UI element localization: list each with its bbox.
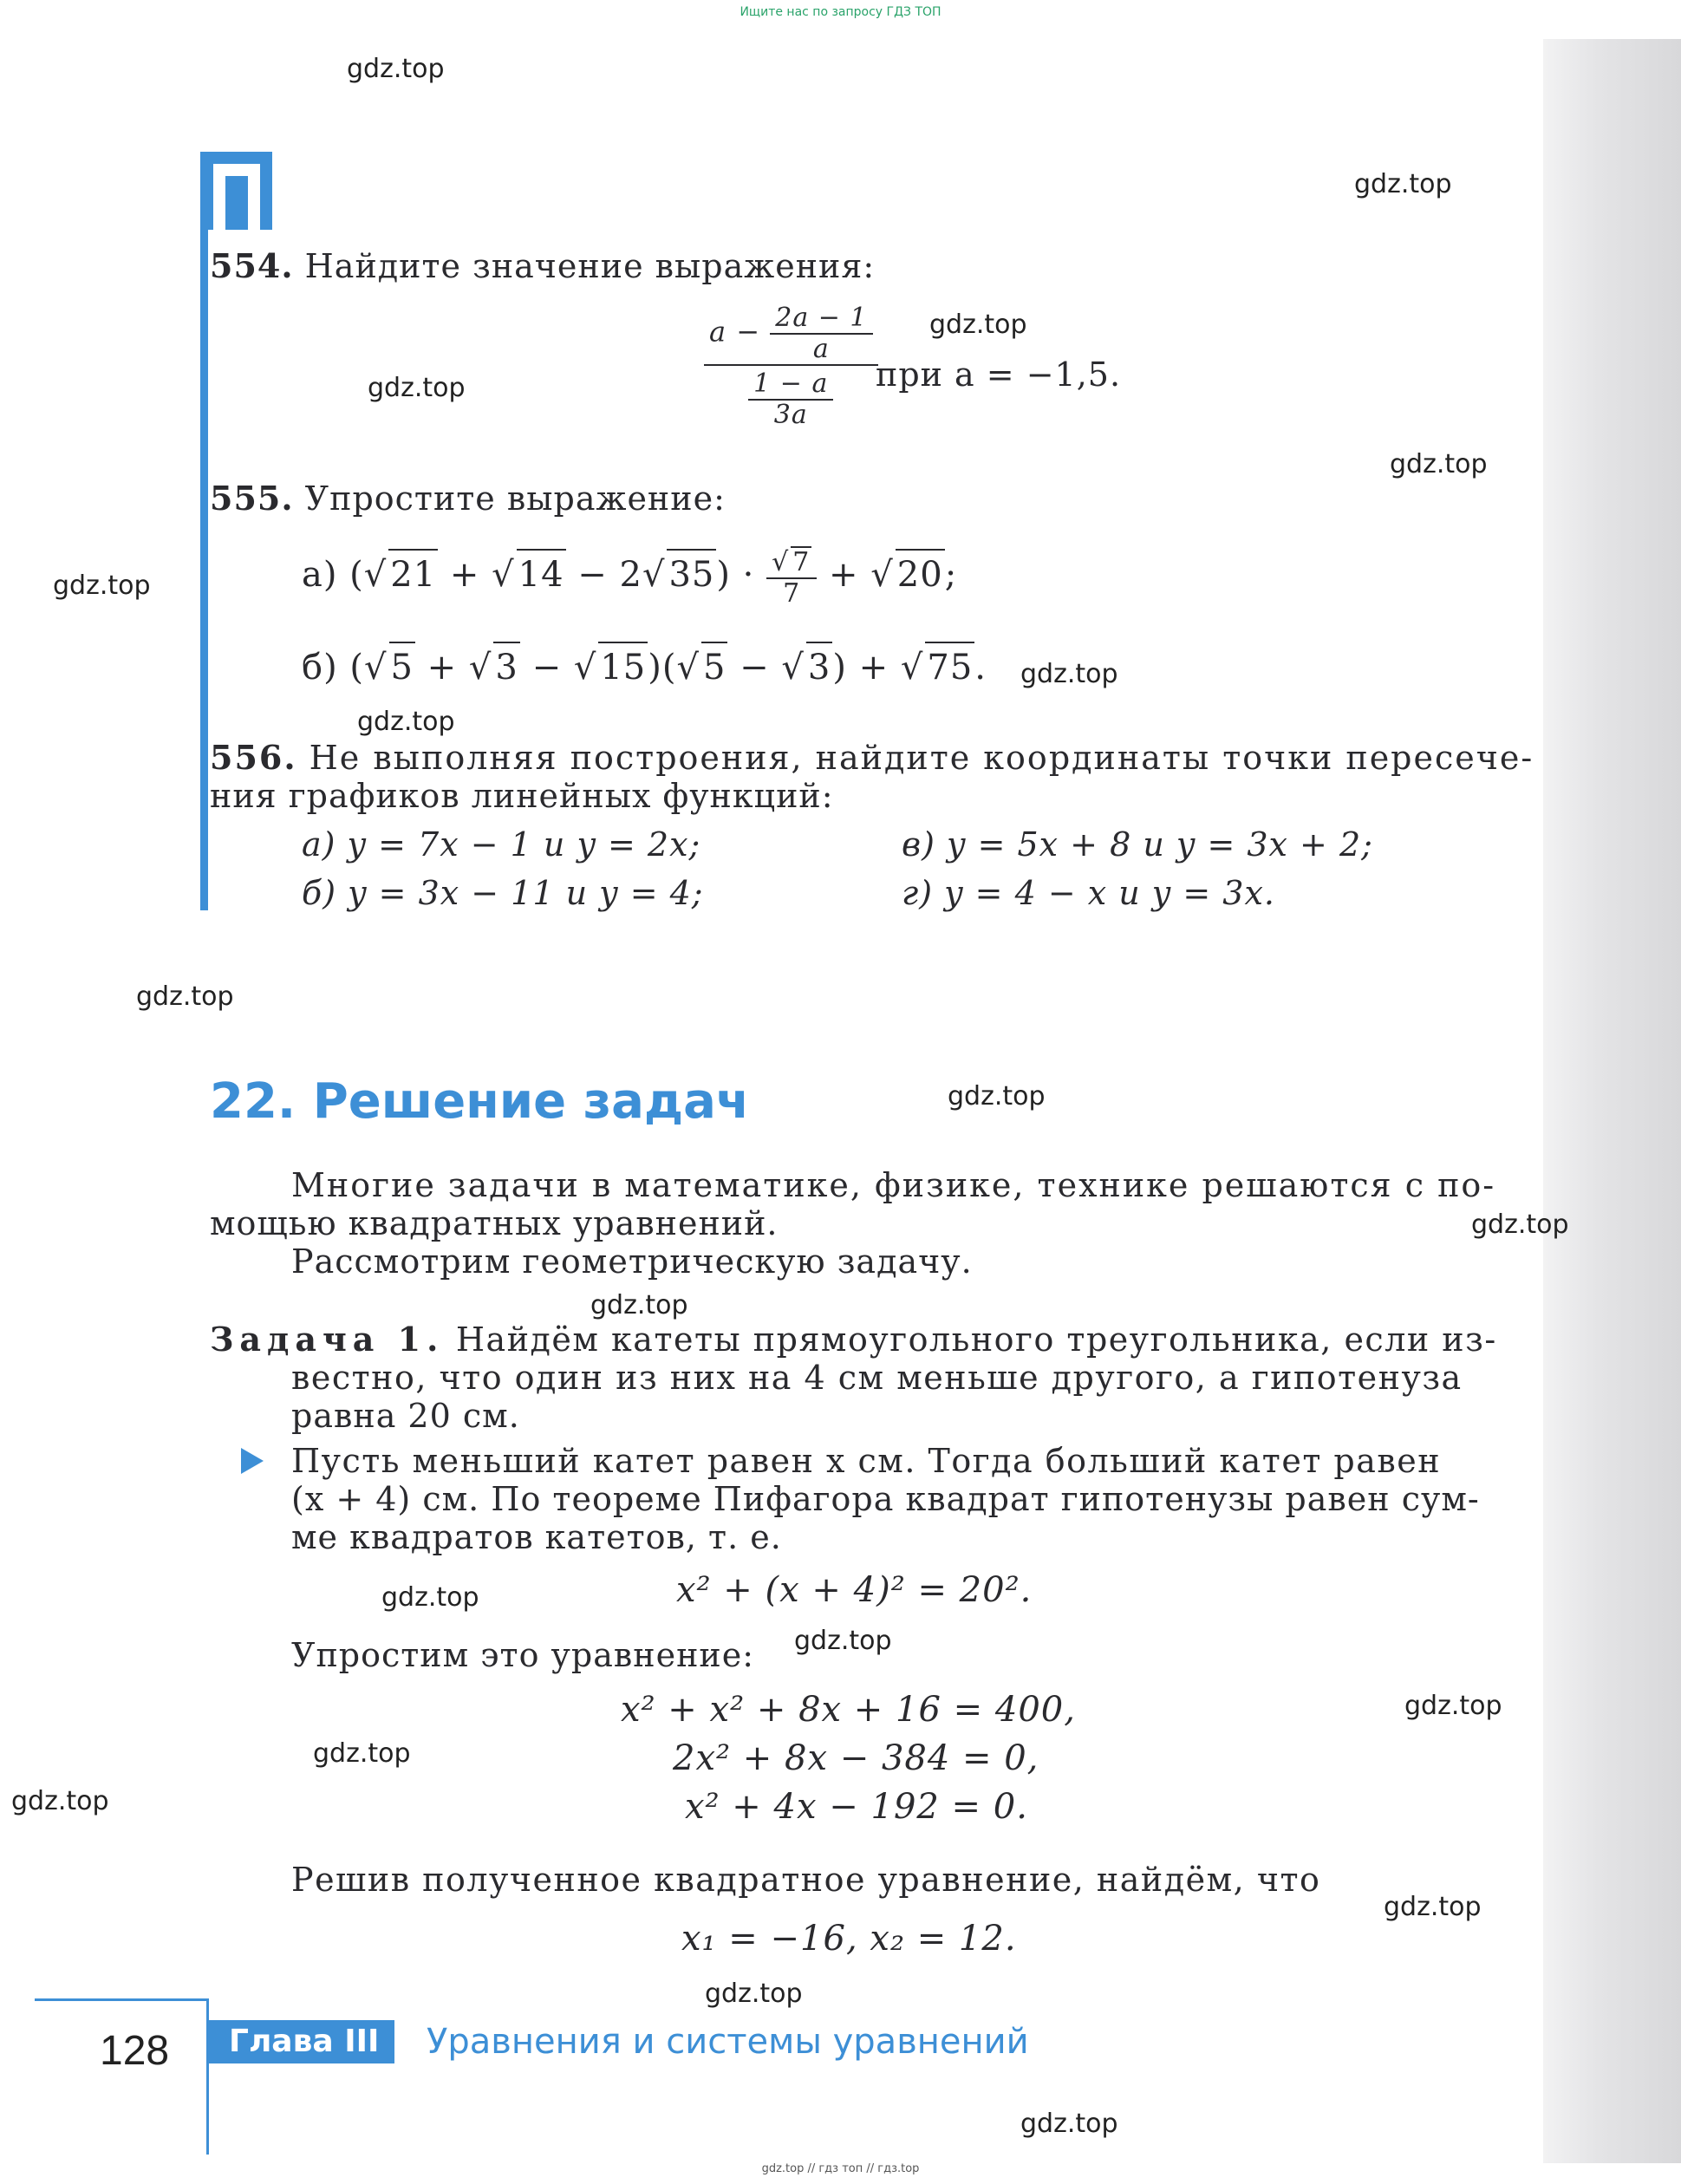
watermark: gdz.top — [794, 1626, 892, 1656]
exercise-554 — [210, 247, 875, 285]
equation-step-1: x² + x² + 8x + 16 = 400, — [621, 1690, 1076, 1730]
solution-line-3: ме квадратов катетов, т. е. — [291, 1518, 782, 1556]
task-1-line-1: Задача 1. Найдём катеты прямоугольного треугольника, если из- — [210, 1320, 1497, 1359]
equation-step-2: 2x² + 8x − 384 = 0, — [673, 1738, 1039, 1778]
watermark: gdz.top — [381, 1582, 479, 1613]
watermark: gdz.top — [1404, 1691, 1502, 1721]
watermark: gdz.top — [1390, 449, 1488, 479]
watermark: gdz.top — [1020, 659, 1118, 689]
task-label: Задача 1. — [210, 1320, 445, 1359]
simplify-text: Упростим это уравнение: — [291, 1636, 755, 1674]
exercise-text: Найдите значение выражения: — [304, 247, 876, 285]
task-1-line-3: равна 20 см. — [291, 1397, 520, 1435]
exercise-556-v: в) y = 5x + 8 и y = 3x + 2; — [902, 825, 1373, 864]
watermark: gdz.top — [1384, 1892, 1482, 1922]
exercise-556-b: б) y = 3x − 11 и y = 4; — [302, 874, 704, 912]
watermark: gdz.top — [1020, 2109, 1118, 2139]
watermark: gdz.top — [368, 373, 466, 403]
condition-554: при a = −1,5. — [876, 355, 1122, 394]
top-note: Ищите нас по запросу ГДЗ ТОП — [740, 5, 941, 19]
exercise-556: 556. Не выполняя построения, найдите координаты точки пересече- — [210, 738, 1534, 777]
intro-line-2: мощью квадратных уравнений. — [210, 1204, 779, 1242]
exercise-556-g: г) y = 4 − x и y = 3x. — [902, 874, 1275, 912]
chapter-label: Глава III — [208, 2020, 394, 2063]
exercise-556-a: а) y = 7x − 1 и y = 2x; — [302, 825, 701, 864]
watermark: gdz.top — [11, 1786, 109, 1816]
solution-line-2: (x + 4) см. По теореме Пифагора квадрат гипотенузы равен сум- — [291, 1480, 1480, 1518]
watermark: gdz.top — [590, 1290, 688, 1320]
exercise-block-bar — [200, 152, 208, 910]
watermark: gdz.top — [136, 981, 234, 1012]
roots: x₁ = −16, x₂ = 12. — [681, 1919, 1017, 1959]
exercise-556-line2: ния графиков линейных функций: — [210, 777, 834, 815]
section-title: 22. Решение задач — [210, 1073, 750, 1130]
exercise-number: 554. — [210, 246, 294, 285]
footer-rule — [35, 1998, 208, 2001]
watermark: gdz.top — [705, 1979, 803, 2009]
page-number: 128 — [100, 2028, 170, 2074]
equation-step-3: x² + 4x − 192 = 0. — [685, 1787, 1028, 1827]
expression-554 — [704, 303, 878, 430]
intro-line-1: Многие задачи в математике, физике, технике решаются с по- — [291, 1166, 1496, 1204]
exercise-555: 555. Упростите выражение: — [210, 479, 726, 518]
watermark: gdz.top — [313, 1738, 411, 1769]
task-1-line-2: вестно, что один из них на 4 см меньше другого, а гипотенуза — [291, 1359, 1463, 1397]
exercise-555-a: а) (√ 21 + √ 14 − 2√ 35) · $\frac{√ 7}{7}$ + √ 20; — [302, 547, 958, 609]
main-fraction: a − $\frac{2a - 1}{a}$ $\frac{1 - a}{3a}$ — [704, 303, 878, 430]
solution-start-triangle-icon — [241, 1448, 264, 1474]
watermark: gdz.top — [1471, 1209, 1569, 1240]
watermark: gdz.top — [357, 707, 455, 737]
equation-pythagoras: x² + (x + 4)² = 20². — [676, 1570, 1033, 1610]
watermark: gdz.top — [1354, 169, 1452, 199]
exercise-555-b: б) (√ 5 + √ 3 − √ 15)(√ 5 − √ 3) + √ 75. — [302, 642, 987, 692]
intro-line-3: Рассмотрим геометрическую задачу. — [291, 1242, 973, 1281]
watermark: gdz.top — [347, 54, 445, 84]
watermark: gdz.top — [929, 310, 1027, 340]
exercise-marker-p — [201, 152, 272, 230]
solved-text: Решив полученное квадратное уравнение, найдём, что — [291, 1861, 1321, 1899]
page-edge-shadow — [1543, 39, 1681, 2163]
watermark: gdz.top — [53, 570, 151, 601]
chapter-title: Уравнения и системы уравнений — [427, 2022, 1029, 2062]
bottom-note: gdz.top // гдз топ // гдз.top — [761, 2162, 920, 2175]
solution-line-1: Пусть меньший катет равен x см. Тогда больший катет равен — [291, 1442, 1442, 1480]
watermark: gdz.top — [948, 1081, 1046, 1112]
